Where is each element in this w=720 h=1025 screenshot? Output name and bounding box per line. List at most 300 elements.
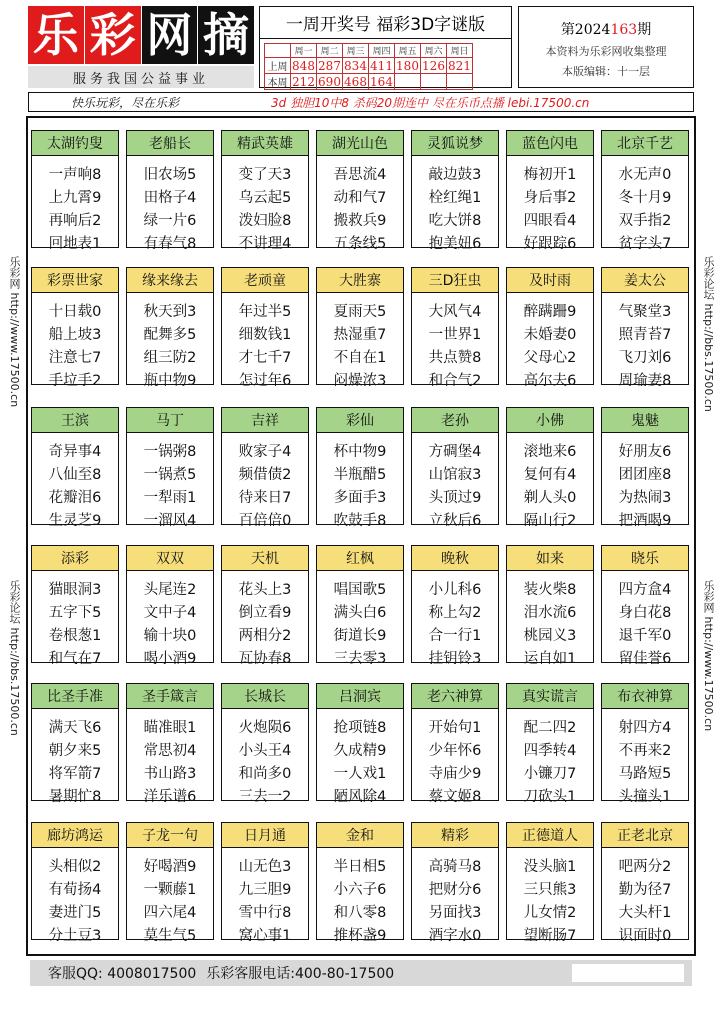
draw-number: 468 — [344, 74, 367, 89]
this-week-label: 本周 — [265, 74, 291, 90]
side-text-left-bottom: 乐彩论坛 http://bbs.17500.cn — [8, 580, 21, 736]
issue-number: 163 — [610, 22, 638, 38]
riddle-card — [601, 545, 689, 667]
riddle-line: 再响后2 — [48, 213, 102, 229]
riddle-line: 有荀扬4 — [48, 882, 102, 898]
riddle-line: 高骑马8 — [428, 859, 482, 875]
riddle-card-title: 王滨 — [32, 408, 118, 433]
riddle-card-title: 子龙一句 — [127, 823, 213, 848]
riddle-line: 双手指2 — [618, 213, 672, 229]
riddle-line: 梅初开1 — [523, 167, 577, 183]
draw-number — [395, 74, 421, 90]
riddle-line: 识面时0 — [618, 928, 672, 944]
weekly-draw-panel — [259, 6, 512, 88]
riddle-card — [31, 130, 119, 252]
riddle-card — [316, 822, 404, 944]
riddle-lines — [412, 293, 498, 393]
riddle-lines — [412, 709, 498, 809]
riddle-lines — [317, 156, 403, 256]
riddle-line: 高尔夫6 — [523, 373, 577, 389]
riddle-line: 一声响8 — [48, 167, 102, 183]
riddle-card-title: 如来 — [507, 546, 593, 571]
riddle-card — [411, 822, 499, 944]
riddle-line: 山馆寂3 — [428, 467, 482, 483]
footer-blank-box — [572, 964, 684, 982]
riddle-line: 马路短5 — [618, 766, 672, 782]
issue-panel — [518, 6, 694, 88]
riddle-card-title: 北京千艺 — [602, 131, 688, 156]
riddle-line: 一世界1 — [428, 327, 482, 343]
riddle-line: 少年怀6 — [428, 743, 482, 759]
riddle-card-title: 正老北京 — [602, 823, 688, 848]
riddle-lines — [127, 293, 213, 393]
riddle-card-title: 彩票世家 — [32, 268, 118, 293]
riddle-lines — [222, 709, 308, 809]
last-week-label: 上周 — [265, 58, 291, 74]
riddle-line: 回地表1 — [48, 236, 102, 252]
riddle-line: 头撞头1 — [618, 789, 672, 805]
riddle-line: 注意七7 — [48, 350, 102, 366]
riddle-line: 田格子4 — [143, 190, 197, 206]
weekday: 周三 — [343, 44, 369, 58]
riddle-lines — [32, 293, 118, 393]
riddle-card-title: 廊坊鸿运 — [32, 823, 118, 848]
riddle-card-title: 正德道人 — [507, 823, 593, 848]
riddle-line: 一颗藤1 — [143, 882, 197, 898]
riddle-line: 倒立看9 — [238, 605, 292, 621]
issue-note: 本资料为乐彩网收集整理 — [545, 45, 667, 58]
tagline-right: 3d 独胆10中8 杀码20期连中 尽在乐币点播 lebi.17500.cn — [271, 95, 590, 110]
riddle-line: 四方盒4 — [618, 582, 672, 598]
riddle-line: 运自如1 — [523, 651, 577, 667]
riddle-line: 和尚多0 — [238, 766, 292, 782]
riddle-line: 闷燥浓3 — [333, 373, 387, 389]
riddle-line: 三去零3 — [333, 651, 387, 667]
riddle-line: 雪中行8 — [238, 905, 292, 921]
riddle-line: 推杯盏9 — [333, 928, 387, 944]
riddle-card — [221, 267, 309, 389]
riddle-line: 三去一2 — [238, 789, 292, 805]
riddle-lines — [507, 293, 593, 393]
weekday: 周五 — [395, 44, 421, 58]
riddle-line: 瓦协春8 — [238, 651, 292, 667]
riddle-card — [221, 545, 309, 667]
riddle-line: 文中子4 — [143, 605, 197, 621]
draw-number: 848 — [292, 58, 315, 73]
riddle-card-title: 晓乐 — [602, 546, 688, 571]
riddle-card-title: 天机 — [222, 546, 308, 571]
riddle-line: 乌云起5 — [238, 190, 292, 206]
riddle-line: 一犁雨1 — [143, 490, 197, 506]
riddle-card — [411, 407, 499, 529]
riddle-card-title: 圣手箴言 — [127, 684, 213, 709]
riddle-lines — [412, 156, 498, 256]
riddle-lines — [127, 433, 213, 533]
weekday: 周一 — [291, 44, 317, 58]
editor-credit: 本版编辑：十一层 — [562, 65, 650, 78]
riddle-line: 共点赞8 — [428, 350, 482, 366]
riddle-line: 大风气4 — [428, 304, 482, 320]
riddle-card — [316, 683, 404, 805]
riddle-line: 绿一片6 — [143, 213, 197, 229]
riddle-card-title: 比圣手准 — [32, 684, 118, 709]
riddle-lines — [412, 571, 498, 671]
tagline-bar — [28, 92, 694, 112]
riddle-card — [316, 545, 404, 667]
riddle-lines — [222, 571, 308, 671]
draw-number: 180 — [396, 58, 419, 73]
riddle-line: 四眼看4 — [523, 213, 577, 229]
riddle-card-title: 日月通 — [222, 823, 308, 848]
riddle-card — [221, 683, 309, 805]
logo-char: 网 — [142, 6, 198, 64]
riddle-line: 两相分2 — [238, 628, 292, 644]
riddle-line: 泪水流6 — [523, 605, 577, 621]
riddle-line: 搬救兵9 — [333, 213, 387, 229]
footer-bar — [30, 960, 692, 986]
weekday: 周日 — [447, 44, 473, 58]
riddle-lines — [412, 848, 498, 948]
riddle-lines — [222, 156, 308, 256]
riddle-card — [31, 407, 119, 529]
riddle-lines — [222, 293, 308, 393]
riddle-line: 和气在7 — [48, 651, 102, 667]
riddle-lines — [222, 433, 308, 533]
riddle-line: 另面找3 — [428, 905, 482, 921]
riddle-line: 半日相5 — [333, 859, 387, 875]
side-text-right-top: 乐彩论坛 http://bbs.17500.cn — [702, 256, 715, 412]
riddle-line: 勤为径7 — [618, 882, 672, 898]
riddle-card — [411, 683, 499, 805]
riddle-line: 桃园义3 — [523, 628, 577, 644]
riddle-card-title: 布衣神算 — [602, 684, 688, 709]
riddle-card — [506, 130, 594, 252]
riddle-lines — [127, 848, 213, 948]
riddle-card-title: 长城长 — [222, 684, 308, 709]
riddle-line: 大头杆1 — [618, 905, 672, 921]
riddle-lines — [127, 571, 213, 671]
riddle-card-title: 真实谎言 — [507, 684, 593, 709]
riddle-line: 常思初4 — [143, 743, 197, 759]
riddle-line: 小镰刀7 — [523, 766, 577, 782]
riddle-lines — [602, 293, 688, 393]
riddle-lines — [602, 571, 688, 671]
riddle-lines — [317, 848, 403, 948]
riddle-card-title: 老船长 — [127, 131, 213, 156]
riddle-lines — [602, 433, 688, 533]
riddle-line: 五字下5 — [48, 605, 102, 621]
riddle-line: 方碉堡4 — [428, 444, 482, 460]
riddle-line: 好跟踪6 — [523, 236, 577, 252]
weekly-draw-table — [264, 43, 473, 90]
draw-number — [447, 74, 473, 90]
riddle-lines — [507, 848, 593, 948]
riddle-card — [601, 683, 689, 805]
riddle-card-title: 吕洞宾 — [317, 684, 403, 709]
riddle-line: 立秋后6 — [428, 513, 482, 529]
riddle-line: 气聚堂3 — [618, 304, 672, 320]
riddle-line: 身后事2 — [523, 190, 577, 206]
riddle-line: 蔡文姬8 — [428, 789, 482, 805]
riddle-line: 为热闹3 — [618, 490, 672, 506]
riddle-line: 九三胆9 — [238, 882, 292, 898]
logo-char: 乐 — [28, 6, 84, 64]
riddle-lines — [317, 571, 403, 671]
riddle-card-title: 缘来缘去 — [127, 268, 213, 293]
riddle-card — [506, 683, 594, 805]
riddle-line: 瓶中物9 — [143, 373, 197, 389]
riddle-line: 刀砍头1 — [523, 789, 577, 805]
riddle-card — [126, 683, 214, 805]
riddle-line: 栓红绳1 — [428, 190, 482, 206]
riddle-card — [221, 130, 309, 252]
riddle-lines — [32, 848, 118, 948]
riddle-line: 杯中物9 — [333, 444, 387, 460]
riddle-line: 五条线5 — [333, 236, 387, 252]
riddle-line: 一锅煮5 — [143, 467, 197, 483]
riddle-line: 有春气8 — [143, 236, 197, 252]
riddle-card — [411, 130, 499, 252]
riddle-lines — [32, 433, 118, 533]
riddle-lines — [602, 709, 688, 809]
side-text-left-top: 乐彩网 http://www.17500.cn — [8, 256, 21, 408]
riddle-line: 水无声0 — [618, 167, 672, 183]
riddle-line: 抢项链8 — [333, 720, 387, 736]
riddle-card — [126, 407, 214, 529]
riddle-line: 洋乐谱6 — [143, 789, 197, 805]
riddle-line: 滚地来6 — [523, 444, 577, 460]
draw-number: 834 — [344, 58, 367, 73]
riddle-line: 百倍倍0 — [238, 513, 292, 529]
riddle-card — [31, 822, 119, 944]
riddle-line: 瞄准眼1 — [143, 720, 197, 736]
riddle-line: 吧两分2 — [618, 859, 672, 875]
side-text-right-bottom: 乐彩网 http://www.17500.cn — [702, 580, 715, 732]
riddle-line: 一人戏1 — [333, 766, 387, 782]
riddle-line: 好喝酒9 — [143, 859, 197, 875]
riddle-card-title: 三D狂虫 — [412, 268, 498, 293]
riddle-line: 未婚妻0 — [523, 327, 577, 343]
riddle-line: 酒字水0 — [428, 928, 482, 944]
riddle-line: 动和气7 — [333, 190, 387, 206]
weekday: 周四 — [369, 44, 395, 58]
riddle-card — [126, 130, 214, 252]
riddle-line: 吾思流4 — [333, 167, 387, 183]
riddle-line: 配二四2 — [523, 720, 577, 736]
riddle-lines — [507, 156, 593, 256]
riddle-card — [601, 267, 689, 389]
riddle-card-title: 精彩 — [412, 823, 498, 848]
riddle-card-title: 太湖钓叟 — [32, 131, 118, 156]
riddle-line: 街道长9 — [333, 628, 387, 644]
riddle-lines — [317, 293, 403, 393]
riddle-line: 父母心2 — [523, 350, 577, 366]
riddle-card-title: 姜太公 — [602, 268, 688, 293]
riddle-line: 莫生气5 — [143, 928, 197, 944]
riddle-line: 暑期忙8 — [48, 789, 102, 805]
riddle-line: 挂钥铃3 — [428, 651, 482, 667]
weekday: 周六 — [421, 44, 447, 58]
riddle-line: 陋风除4 — [333, 789, 387, 805]
riddle-line: 怎过年6 — [238, 373, 292, 389]
riddle-card — [221, 407, 309, 529]
riddle-card — [31, 545, 119, 667]
riddle-line: 合一行1 — [428, 628, 482, 644]
riddle-line: 一锅粥8 — [143, 444, 197, 460]
riddle-card — [506, 822, 594, 944]
riddle-card-title: 精武英雄 — [222, 131, 308, 156]
riddle-lines — [127, 709, 213, 809]
riddle-card-title: 老六神算 — [412, 684, 498, 709]
riddle-card — [411, 267, 499, 389]
riddle-card-title: 及时雨 — [507, 268, 593, 293]
riddle-line: 待来日7 — [238, 490, 292, 506]
riddle-line: 火炮陨6 — [238, 720, 292, 736]
riddle-line: 配舞多5 — [143, 327, 197, 343]
logo — [28, 6, 254, 64]
riddle-line: 醉蹒跚9 — [523, 304, 577, 320]
riddle-card-title: 红枫 — [317, 546, 403, 571]
draw-number: 164 — [370, 74, 393, 89]
riddle-card — [411, 545, 499, 667]
riddle-card — [601, 822, 689, 944]
riddle-card-title: 双双 — [127, 546, 213, 571]
riddle-line: 书山路3 — [143, 766, 197, 782]
riddle-card-title: 大胜寨 — [317, 268, 403, 293]
riddle-lines — [32, 156, 118, 256]
riddle-line: 久成精9 — [333, 743, 387, 759]
riddle-lines — [317, 709, 403, 809]
riddle-lines — [507, 571, 593, 671]
riddle-line: 周瑜妻8 — [618, 373, 672, 389]
riddle-card-title: 老顽童 — [222, 268, 308, 293]
riddle-line: 热湿重7 — [333, 327, 387, 343]
riddle-line: 泼妇脸8 — [238, 213, 292, 229]
riddle-line: 唱国歌5 — [333, 582, 387, 598]
riddle-line: 满头白6 — [333, 605, 387, 621]
riddle-card-title: 蓝色闪电 — [507, 131, 593, 156]
riddle-line: 开始句1 — [428, 720, 482, 736]
riddle-line: 退千军0 — [618, 628, 672, 644]
riddle-line: 飞刀刘6 — [618, 350, 672, 366]
draw-number: 212 — [292, 74, 315, 89]
riddle-card — [316, 130, 404, 252]
riddle-line: 变了天3 — [238, 167, 292, 183]
riddle-line: 四季转4 — [523, 743, 577, 759]
riddle-line: 望断肠7 — [523, 928, 577, 944]
riddle-card — [506, 545, 594, 667]
riddle-line: 复何有4 — [523, 467, 577, 483]
riddle-line: 不自在1 — [333, 350, 387, 366]
riddle-card-title: 湖光山色 — [317, 131, 403, 156]
riddle-line: 不讲理4 — [238, 236, 292, 252]
riddle-card — [31, 683, 119, 805]
riddle-card-title: 吉祥 — [222, 408, 308, 433]
riddle-line: 不再来2 — [618, 743, 672, 759]
riddle-line: 八仙至8 — [48, 467, 102, 483]
riddle-line: 四六尾4 — [143, 905, 197, 921]
riddle-lines — [32, 571, 118, 671]
riddle-line: 寺庙少9 — [428, 766, 482, 782]
riddle-line: 剃人头0 — [523, 490, 577, 506]
riddle-card — [126, 822, 214, 944]
riddle-card-title: 晚秋 — [412, 546, 498, 571]
riddle-line: 花头上3 — [238, 582, 292, 598]
riddle-line: 朝夕来5 — [48, 743, 102, 759]
riddle-line: 敲边鼓3 — [428, 167, 482, 183]
riddle-lines — [602, 848, 688, 948]
riddle-card-title: 彩仙 — [317, 408, 403, 433]
riddle-card — [221, 822, 309, 944]
slogan: 服务我国公益事业 — [28, 66, 254, 88]
riddle-card-title: 鬼魅 — [602, 408, 688, 433]
riddle-card-title: 金和 — [317, 823, 403, 848]
riddle-line: 一溜风4 — [143, 513, 197, 529]
draw-number — [421, 74, 447, 90]
riddle-line: 卷根葱1 — [48, 628, 102, 644]
riddle-lines — [507, 433, 593, 533]
riddle-line: 年过半5 — [238, 304, 292, 320]
riddle-line: 猫眼洞3 — [48, 582, 102, 598]
riddle-line: 败家子4 — [238, 444, 292, 460]
riddle-line: 和八零8 — [333, 905, 387, 921]
riddle-line: 频借债2 — [238, 467, 292, 483]
riddle-line: 头相似2 — [48, 859, 102, 875]
riddle-lines — [222, 848, 308, 948]
riddle-line: 夏雨天5 — [333, 304, 387, 320]
riddle-line: 把财分6 — [428, 882, 482, 898]
riddle-line: 船上坡3 — [48, 327, 102, 343]
riddle-line: 奇异事4 — [48, 444, 102, 460]
riddle-line: 把酒喝9 — [618, 513, 672, 529]
riddle-line: 装火柴8 — [523, 582, 577, 598]
riddle-line: 隔山行2 — [523, 513, 577, 529]
riddle-lines — [127, 156, 213, 256]
riddle-line: 秋天到3 — [143, 304, 197, 320]
service-qq: 客服QQ: 4008017500 — [48, 966, 197, 982]
riddle-line: 三只熊3 — [523, 882, 577, 898]
riddle-line: 团团座8 — [618, 467, 672, 483]
riddle-card-title: 灵狐说梦 — [412, 131, 498, 156]
riddle-line: 分土豆3 — [48, 928, 102, 944]
riddle-line: 吃大饼8 — [428, 213, 482, 229]
riddle-line: 生灵芝9 — [48, 513, 102, 529]
riddle-lines — [507, 709, 593, 809]
draw-number: 411 — [370, 58, 393, 73]
riddle-line: 上九霄9 — [48, 190, 102, 206]
riddle-line: 小儿科6 — [428, 582, 482, 598]
draw-number: 690 — [318, 74, 341, 89]
riddle-line: 贫字头7 — [618, 236, 672, 252]
riddle-line: 冬十月9 — [618, 190, 672, 206]
riddle-line: 小六子6 — [333, 882, 387, 898]
riddle-line: 儿女情2 — [523, 905, 577, 921]
riddle-card — [31, 267, 119, 389]
riddle-line: 山无色3 — [238, 859, 292, 875]
tagline-left: 快乐玩彩，尽在乐彩 — [71, 95, 180, 110]
riddle-lines — [317, 433, 403, 533]
riddle-lines — [602, 156, 688, 256]
riddle-line: 旧农场5 — [143, 167, 197, 183]
riddle-line: 花瓣泪6 — [48, 490, 102, 506]
riddle-line: 小头王4 — [238, 743, 292, 759]
riddle-line: 细数钱1 — [238, 327, 292, 343]
riddle-line: 身白花8 — [618, 605, 672, 621]
riddle-line: 抱美妞6 — [428, 236, 482, 252]
riddle-line: 和合气2 — [428, 373, 482, 389]
riddle-line: 吹鼓手8 — [333, 513, 387, 529]
riddle-card — [601, 407, 689, 529]
